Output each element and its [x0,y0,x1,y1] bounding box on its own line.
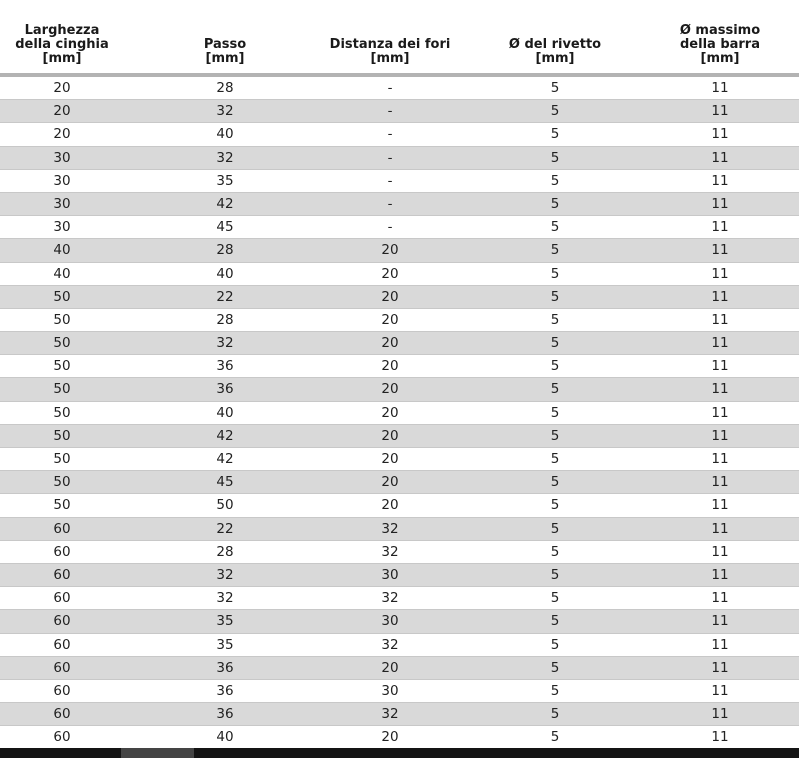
cell-max-bar-diameter: 11 [711,636,729,653]
cell-pitch: 35 [216,172,234,189]
header-pitch [165,38,285,66]
header-belt-width [0,24,124,66]
cell-belt-width: 60 [53,659,71,676]
cell-hole-distance: 20 [381,451,399,467]
cell-belt-width: 60 [53,590,71,607]
cell-belt-width: 60 [53,682,71,699]
cell-max-bar-diameter: 11 [711,195,729,212]
cell-max-bar-diameter: 11 [711,497,729,514]
cell-pitch: 35 [216,636,234,653]
cell-pitch: 28 [216,242,234,259]
cell-rivet-diameter: 5 [550,335,560,352]
cell-belt-width: 60 [53,520,71,537]
cell-hole-distance: 30 [381,566,399,583]
cell-max-bar-diameter: 11 [711,566,729,583]
cell-max-bar-diameter: 11 [711,265,729,282]
cell-belt-width: 50 [53,358,71,375]
header-line: Distanza dei fori [329,37,451,52]
cell-belt-width: 60 [53,566,71,583]
cell-belt-width: 50 [53,381,71,398]
table-row [0,378,799,401]
cell-belt-width: 50 [53,404,71,421]
cell-rivet-diameter: 5 [550,242,560,259]
cell-rivet-diameter: 5 [550,427,560,444]
cell-rivet-diameter: 5 [550,149,560,166]
cell-rivet-diameter: 5 [550,311,560,328]
cell-belt-width: 50 [53,474,71,491]
table-row [0,494,799,517]
cell-hole-distance: 20 [381,427,399,444]
header-line: [mm] [205,51,245,66]
table-body [0,77,799,749]
cell-belt-width: 50 [53,288,71,305]
cell-rivet-diameter: 5 [550,219,560,236]
table-row [0,703,799,726]
cell-hole-distance: 30 [381,613,399,630]
cell-hole-distance: 20 [381,659,399,676]
cell-belt-width: 50 [53,311,71,328]
cell-max-bar-diameter: 11 [711,520,729,537]
cell-rivet-diameter: 5 [550,613,560,630]
table-row [0,610,799,633]
cell-rivet-diameter: 5 [550,195,560,212]
cell-max-bar-diameter: 11 [711,358,729,375]
table-row [0,355,799,378]
table-row [0,634,799,657]
cell-hole-distance: 32 [381,706,399,723]
header-line: [mm] [535,51,575,66]
header-line: Larghezza [24,23,100,38]
cell-belt-width: 20 [53,103,71,120]
cell-max-bar-diameter: 11 [711,149,729,166]
header-line: della cinghia [15,37,109,52]
cell-rivet-diameter: 5 [550,566,560,583]
cell-hole-distance: 30 [381,682,399,699]
table-header [0,0,799,73]
cell-max-bar-diameter: 11 [711,404,729,421]
cell-hole-distance: 32 [381,543,399,560]
cell-max-bar-diameter: 11 [711,543,729,560]
cell-rivet-diameter: 5 [550,126,560,143]
header-rivet-diameter [495,38,615,66]
cell-pitch: 22 [216,288,234,305]
table-row [0,170,799,193]
cell-hole-distance: 20 [381,288,399,305]
cell-hole-distance: 20 [381,497,399,514]
cell-belt-width: 20 [53,80,71,96]
cell-hole-distance: - [387,195,393,212]
cell-pitch: 32 [216,335,234,352]
cell-pitch: 35 [216,613,234,630]
table-row [0,77,799,100]
header-line: Ø del rivetto [508,37,602,52]
table-row [0,425,799,448]
table-row [0,541,799,564]
cell-pitch: 28 [216,80,234,96]
cell-rivet-diameter: 5 [550,474,560,491]
cell-belt-width: 40 [53,265,71,282]
table-row [0,147,799,170]
cell-rivet-diameter: 5 [550,659,560,676]
cell-belt-width: 60 [53,706,71,723]
cell-rivet-diameter: 5 [550,265,560,282]
cell-max-bar-diameter: 11 [711,219,729,236]
table-row [0,471,799,494]
cell-hole-distance: 20 [381,381,399,398]
cell-pitch: 40 [216,729,234,746]
table-row [0,123,799,146]
cell-hole-distance: 20 [381,311,399,328]
cell-pitch: 32 [216,149,234,166]
cell-pitch: 42 [216,195,234,212]
cell-rivet-diameter: 5 [550,451,560,467]
cell-rivet-diameter: 5 [550,358,560,375]
table-row [0,100,799,123]
table-row [0,564,799,587]
cell-rivet-diameter: 5 [550,543,560,560]
cell-pitch: 45 [216,219,234,236]
cell-rivet-diameter: 5 [550,172,560,189]
cell-hole-distance: - [387,103,393,120]
cell-belt-width: 30 [53,172,71,189]
cell-hole-distance: 20 [381,474,399,491]
cell-belt-width: 60 [53,613,71,630]
cell-belt-width: 30 [53,195,71,212]
cell-hole-distance: 32 [381,636,399,653]
cell-belt-width: 20 [53,126,71,143]
cell-pitch: 36 [216,358,234,375]
footer-tab [121,748,194,758]
cell-rivet-diameter: 5 [550,520,560,537]
cell-rivet-diameter: 5 [550,729,560,746]
cell-max-bar-diameter: 11 [711,682,729,699]
header-line: [mm] [42,51,82,66]
table-row [0,587,799,610]
cell-max-bar-diameter: 11 [711,613,729,630]
header-line: della barra [679,37,760,52]
header-hole-distance [320,38,460,66]
table-row [0,680,799,703]
cell-hole-distance: - [387,172,393,189]
cell-max-bar-diameter: 11 [711,451,729,467]
cell-max-bar-diameter: 11 [711,706,729,723]
cell-rivet-diameter: 5 [550,288,560,305]
cell-belt-width: 50 [53,497,71,514]
cell-belt-width: 50 [53,451,71,467]
table-row [0,518,799,541]
cell-pitch: 32 [216,566,234,583]
cell-pitch: 45 [216,474,234,491]
table-row [0,332,799,355]
cell-max-bar-diameter: 11 [711,381,729,398]
cell-pitch: 22 [216,520,234,537]
table-row [0,657,799,680]
cell-max-bar-diameter: 11 [711,288,729,305]
cell-max-bar-diameter: 11 [711,427,729,444]
cell-pitch: 40 [216,404,234,421]
cell-pitch: 40 [216,265,234,282]
cell-max-bar-diameter: 11 [711,103,729,120]
cell-rivet-diameter: 5 [550,80,560,96]
cell-max-bar-diameter: 11 [711,126,729,143]
cell-belt-width: 50 [53,427,71,444]
cell-hole-distance: - [387,126,393,143]
cell-belt-width: 60 [53,636,71,653]
table-row [0,263,799,286]
cell-rivet-diameter: 5 [550,636,560,653]
cell-hole-distance: 32 [381,590,399,607]
cell-rivet-diameter: 5 [550,706,560,723]
header-line: Passo [203,37,247,52]
cell-belt-width: 60 [53,729,71,746]
cell-pitch: 28 [216,543,234,560]
cell-rivet-diameter: 5 [550,404,560,421]
cell-max-bar-diameter: 11 [711,659,729,676]
header-line: [mm] [700,51,740,66]
cell-max-bar-diameter: 11 [711,335,729,352]
cell-max-bar-diameter: 11 [711,242,729,259]
cell-pitch: 36 [216,381,234,398]
cell-rivet-diameter: 5 [550,103,560,120]
cell-belt-width: 40 [53,242,71,259]
table-row [0,193,799,216]
cell-rivet-diameter: 5 [550,497,560,514]
cell-pitch: 36 [216,659,234,676]
cell-rivet-diameter: 5 [550,590,560,607]
table-row [0,286,799,309]
cell-max-bar-diameter: 11 [711,474,729,491]
cell-hole-distance: 20 [381,242,399,259]
cell-pitch: 36 [216,706,234,723]
cell-hole-distance: - [387,80,393,96]
cell-pitch: 42 [216,451,234,467]
cell-pitch: 32 [216,590,234,607]
cell-max-bar-diameter: 11 [711,80,729,96]
cell-pitch: 50 [216,497,234,514]
cell-pitch: 40 [216,126,234,143]
cell-pitch: 28 [216,311,234,328]
cell-pitch: 42 [216,427,234,444]
cell-hole-distance: - [387,149,393,166]
cell-rivet-diameter: 5 [550,381,560,398]
table-row [0,309,799,332]
table-row [0,726,799,749]
cell-max-bar-diameter: 11 [711,311,729,328]
table-row [0,216,799,239]
cell-belt-width: 30 [53,149,71,166]
footer-bar [0,748,799,758]
header-line: Ø massimo [679,23,761,38]
cell-max-bar-diameter: 11 [711,590,729,607]
cell-max-bar-diameter: 11 [711,172,729,189]
cell-belt-width: 50 [53,335,71,352]
cell-hole-distance: 20 [381,729,399,746]
cell-pitch: 36 [216,682,234,699]
header-line: [mm] [370,51,410,66]
cell-hole-distance: 20 [381,335,399,352]
cell-max-bar-diameter: 11 [711,729,729,746]
header-max-bar-diameter [660,24,780,66]
cell-hole-distance: 20 [381,358,399,375]
cell-pitch: 32 [216,103,234,120]
table-row [0,448,799,471]
table-row [0,239,799,262]
cell-hole-distance: 20 [381,404,399,421]
cell-belt-width: 30 [53,219,71,236]
cell-belt-width: 60 [53,543,71,560]
table-row [0,402,799,425]
cell-hole-distance: 32 [381,520,399,537]
cell-rivet-diameter: 5 [550,682,560,699]
cell-hole-distance: 20 [381,265,399,282]
cell-hole-distance: - [387,219,393,236]
